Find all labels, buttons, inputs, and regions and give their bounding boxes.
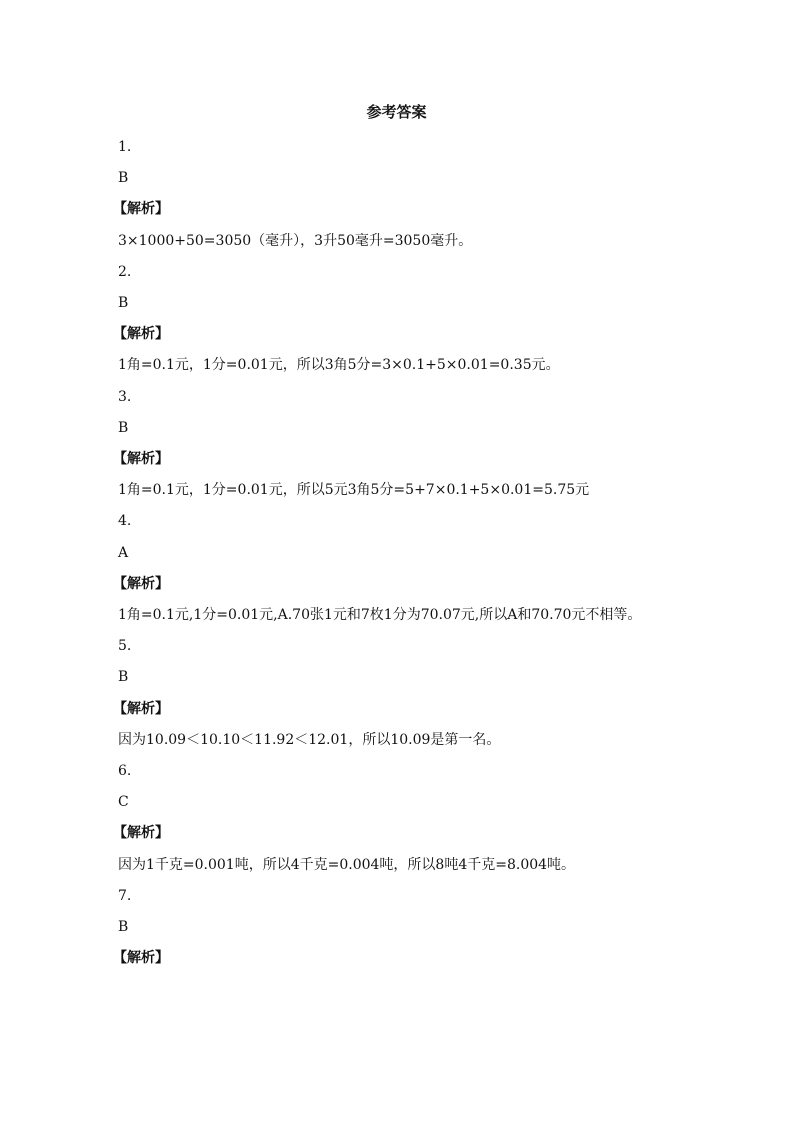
answer-choice: B [118,170,129,187]
answer-choice: B [118,919,129,936]
analysis-label: 【解析】 [113,700,169,717]
analysis-label: 【解析】 [113,950,169,967]
answer-choice: B [118,419,129,436]
question-number: 5. [118,638,132,655]
analysis-text: 1角=0.1元，1分=0.01元，所以5元3角5分=5+7×0.1+5×0.01=5.75元 [118,482,590,499]
question-number: 2. [118,263,132,280]
analysis-text: 1角=0.1元,1分=0.01元,A.70张1元和7枚1分为70.07元,所以A和70.70元不相等。 [118,607,642,624]
question-number: 1. [118,139,132,155]
page-title: 参考答案 [366,103,427,121]
analysis-label: 【解析】 [113,201,169,218]
analysis-text: 因为10.09＜10.10＜11.92＜12.01，所以10.09是第一名。 [118,731,501,748]
answer-choice: B [118,669,129,686]
answer-choice: C [118,794,129,811]
analysis-label: 【解析】 [113,451,169,468]
analysis-text: 1角=0.1元，1分=0.01元，所以3角5分=3×0.1+5×0.01=0.35元。 [118,357,560,374]
analysis-text: 因为1千克=0.001吨，所以4千克=0.004吨，所以8吨4千克=8.004吨。 [118,856,576,873]
analysis-text: 3×1000+50=3050（毫升），3升50毫升=3050毫升。 [118,232,473,249]
answer-choice: B [118,295,129,312]
question-number: 6. [118,763,132,780]
question-number: 7. [118,887,132,904]
question-number: 3. [118,388,132,405]
answer-choice: A [118,544,129,561]
analysis-label: 【解析】 [113,326,169,343]
answer-list [113,132,678,974]
analysis-label: 【解析】 [113,575,169,592]
question-number: 4. [118,513,132,530]
analysis-label: 【解析】 [113,825,169,842]
